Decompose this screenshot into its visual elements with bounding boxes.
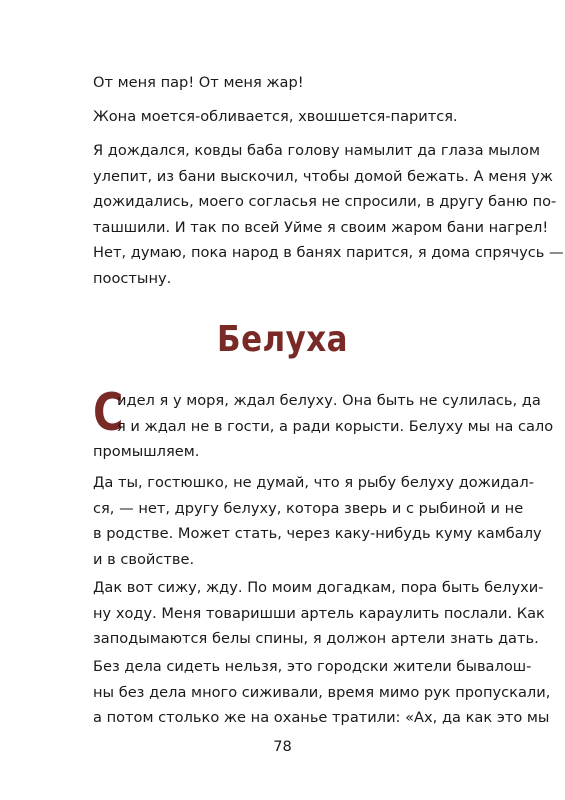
text-line: ны без дела много сиживали, время мимо рук пропускали, bbox=[93, 683, 551, 701]
paragraph-sitting bbox=[93, 575, 545, 652]
paragraph-wife bbox=[93, 104, 499, 130]
paragraph-idle bbox=[93, 654, 551, 731]
paragraph-waiting bbox=[93, 383, 554, 465]
paragraph-bathhouse bbox=[93, 138, 564, 291]
text-line: в родстве. Может стать, через каку-нибудь куму камбалу bbox=[93, 525, 542, 542]
paragraph-guest bbox=[93, 470, 542, 572]
text-line: я и ждал не в гости, а ради корысти. Белуху мы на сало bbox=[117, 417, 554, 435]
text-line: поостыну. bbox=[93, 269, 172, 287]
text-line: От меня пар! От меня жар! bbox=[93, 74, 304, 91]
text-line: Без дела сидеть нельзя, это городски жители бывалош- bbox=[93, 658, 532, 675]
text-line: дожидались, моего согласья не спросили, в другу баню по- bbox=[93, 193, 557, 210]
text-line: и в свойстве. bbox=[93, 550, 195, 568]
text-line: Я дождался, ковды баба голову намылит да глаза мылом bbox=[93, 142, 540, 159]
text-line: Дак вот сижу, жду. По моим догадкам, пора быть белухи- bbox=[93, 579, 544, 596]
text-line: Нет, думаю, пока народ в банях парится, я дома спрячусь — bbox=[93, 244, 564, 261]
text-line: ташшили. И так по всей Уйме я своим жаром бани нагрел! bbox=[93, 218, 549, 236]
drop-cap: С bbox=[93, 383, 124, 443]
text-line: а потом столько же на оханье тратили: «Ах, да как это мы bbox=[93, 709, 550, 726]
text-line: идел я у моря, ждал белуху. Она быть не сулилась, да bbox=[117, 392, 541, 409]
text-line: ну ходу. Меня товаришши артель караулить послали. Как bbox=[93, 604, 545, 622]
text-line: улепит, из бани выскочил, чтобы домой бежать. А меня уж bbox=[93, 167, 553, 185]
text-line: Да ты, гостюшко, не думай, что я рыбу белуху дожидал- bbox=[93, 474, 534, 491]
chapter-title: Белуха bbox=[217, 319, 348, 360]
paragraph-steam bbox=[93, 70, 499, 96]
page-number: 78 bbox=[273, 738, 292, 755]
text-line: промышляем. bbox=[93, 443, 200, 460]
text-line: ся, — нет, другу белуху, котора зверь и с рыбиной и не bbox=[93, 499, 524, 517]
text-line: заподымаются белы спины, я должон артели знать дать. bbox=[93, 630, 539, 647]
text-line: Жона моется-обливается, хвошшется-парится. bbox=[93, 108, 458, 125]
